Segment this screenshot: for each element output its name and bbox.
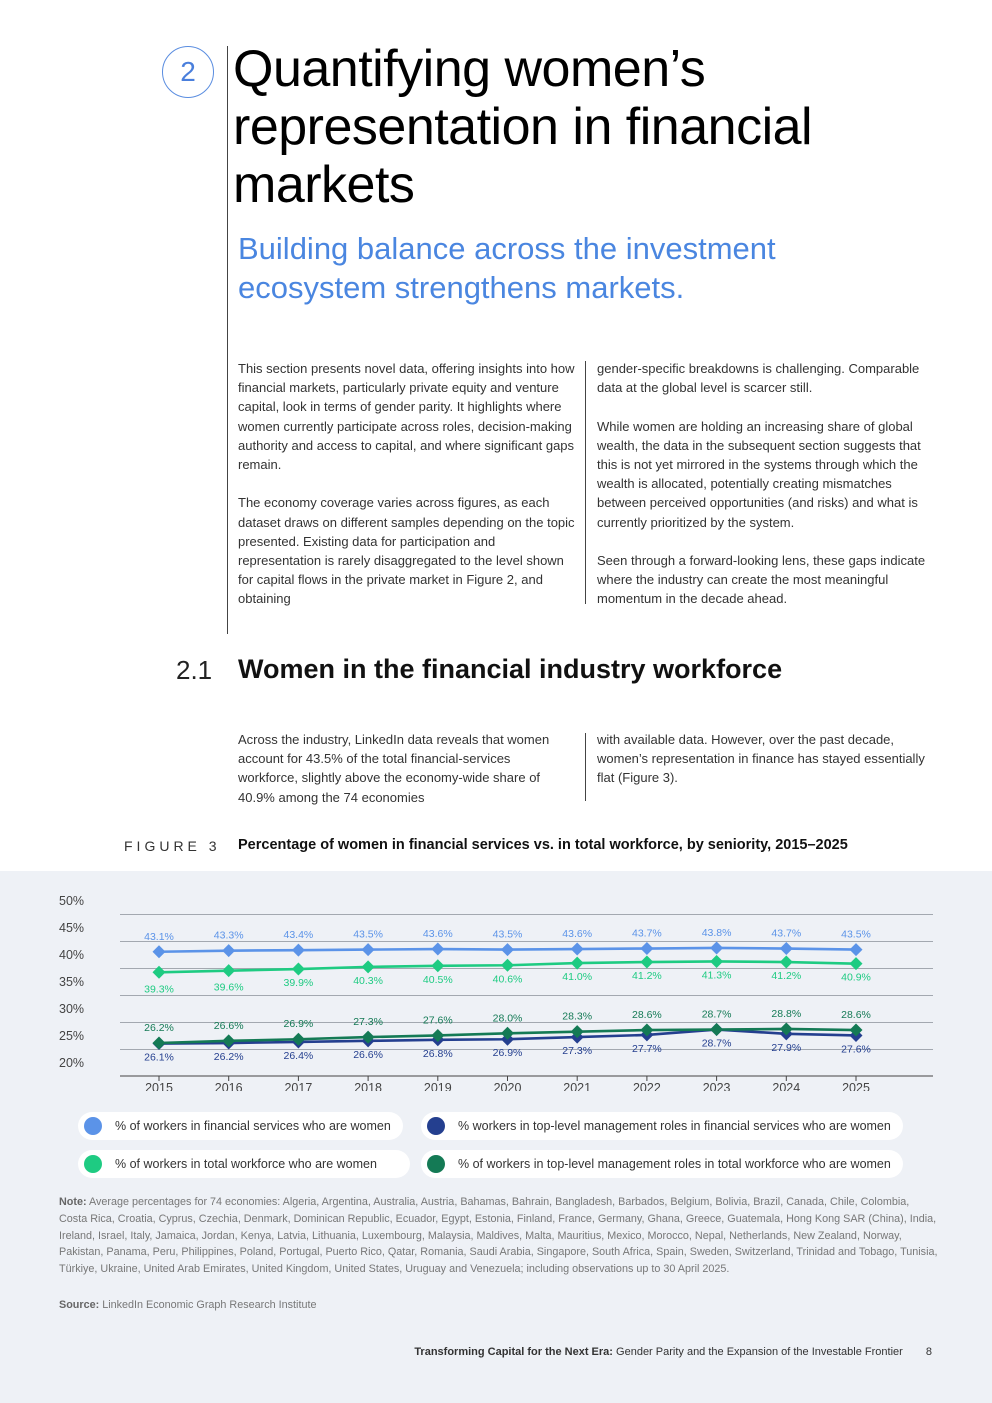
data-point: [571, 957, 584, 970]
x-tick-label: 2023: [702, 1081, 731, 1091]
data-point: [850, 943, 863, 956]
intro-column-2: [597, 359, 932, 609]
subsection-column-1: [238, 730, 568, 807]
x-tick-label: 2015: [145, 1081, 173, 1091]
x-tick-label: 2016: [214, 1081, 243, 1091]
x-tick-label: 2024: [772, 1081, 801, 1091]
data-label: 26.9%: [283, 1018, 314, 1031]
legend-item: [421, 1112, 903, 1140]
data-point: [153, 1037, 166, 1050]
data-point: [501, 943, 514, 956]
subsection-paragraph: with available data. However, over the past decade, women’s representation in finance has stayed essentially flat (Figure 3).: [597, 732, 925, 786]
x-tick-label: 2017: [284, 1081, 313, 1091]
data-label: 27.9%: [771, 1041, 802, 1054]
data-label: 41.3%: [701, 969, 732, 982]
subsection-paragraph: Across the industry, LinkedIn data reveals that women account for 43.5% of the total financial-services workforce, slightly above the economy-wide share of 40.9% among the 74 economies: [238, 732, 550, 805]
legend-item: [78, 1112, 403, 1140]
y-tick-label: 40%: [59, 948, 85, 962]
data-point: [222, 1034, 235, 1047]
data-label: 27.6%: [841, 1043, 871, 1056]
data-label: 40.6%: [492, 973, 523, 986]
data-label: 41.2%: [632, 970, 662, 983]
data-label: 40.3%: [353, 974, 383, 987]
page-number: 8: [925, 1346, 932, 1358]
data-point: [710, 1023, 723, 1036]
legend-label: % of workers in total workforce who are women: [115, 1157, 377, 1171]
x-tick-label: 2025: [842, 1081, 870, 1091]
legend-item: [421, 1150, 903, 1178]
data-label: 26.6%: [353, 1048, 383, 1061]
data-label: 43.5%: [492, 928, 523, 941]
note-label: Note:: [59, 1196, 87, 1208]
data-label: 28.7%: [701, 1037, 732, 1050]
data-point: [640, 956, 653, 969]
intro-paragraph: This section presents novel data, offering insights into how financial markets, particularly private equity and venture capital, look in terms of gender parity. It highlights where women currently participate across roles, decision-making authority and access to capital, and where significant gaps remain.: [238, 361, 575, 473]
figure-note: [59, 1194, 939, 1278]
y-tick-label: 50%: [59, 894, 85, 908]
data-label: 27.3%: [353, 1016, 383, 1029]
intro-paragraph: Seen through a forward-looking lens, these gaps indicate where the industry can create the most meaningful momentum in the decade ahead.: [597, 553, 926, 607]
subsection-title: Women in the financial industry workforce: [238, 654, 783, 684]
data-label: 40.9%: [841, 971, 871, 984]
data-point: [780, 956, 793, 969]
legend-label: % workers in top-level management roles in financial services who are women: [458, 1119, 891, 1133]
data-label: 43.3%: [213, 929, 244, 942]
data-point: [362, 960, 375, 973]
figure-label: FIGURE 3: [124, 838, 221, 854]
data-label: 26.6%: [213, 1019, 244, 1032]
y-tick-label: 35%: [59, 975, 85, 989]
source-label: Source:: [59, 1299, 100, 1311]
data-label: 40.5%: [422, 973, 453, 986]
data-label: 43.6%: [562, 928, 593, 941]
data-label: 28.8%: [771, 1007, 802, 1020]
data-point: [153, 945, 166, 958]
data-label: 27.3%: [562, 1045, 593, 1058]
y-tick-label: 45%: [59, 921, 85, 935]
intro-column-1: [238, 359, 578, 609]
section-number-badge: 2: [162, 46, 214, 98]
x-tick-label: 2020: [493, 1081, 522, 1091]
legend-swatch: [427, 1117, 445, 1135]
footer-report-subtitle: Gender Parity and the Expansion of the Investable Frontier: [616, 1346, 903, 1358]
data-label: 43.5%: [353, 928, 383, 941]
data-point: [710, 955, 723, 968]
data-label: 43.4%: [283, 929, 314, 942]
section-subtitle: Building balance across the investment ecosystem strengthens markets.: [238, 231, 776, 305]
section-vertical-rule: [227, 46, 228, 634]
data-point: [431, 959, 444, 972]
data-label: 39.3%: [144, 983, 174, 996]
data-label: 28.0%: [492, 1012, 523, 1025]
section-title: Quantifying women’s representation in financial markets: [233, 40, 813, 214]
data-point: [640, 942, 653, 955]
source-text: LinkedIn Economic Graph Research Institute: [102, 1299, 317, 1311]
subsection-column-2: [597, 730, 937, 788]
column-divider: [585, 733, 586, 801]
data-label: 43.6%: [422, 928, 453, 941]
data-label: 43.5%: [841, 928, 871, 941]
data-label: 28.6%: [841, 1009, 871, 1022]
data-label: 41.2%: [771, 970, 802, 983]
data-label: 26.4%: [283, 1049, 314, 1062]
legend-swatch: [84, 1117, 102, 1135]
intro-paragraph: The economy coverage varies across figures, as each dataset draws on different samples depending on the topic presented. Existing data for participation and representation is rarely disaggregated to the level shown for capital flows in the private market in Figure 2, and obtaining: [238, 495, 575, 607]
x-tick-label: 2021: [563, 1081, 592, 1091]
page-footer: [414, 1346, 932, 1358]
data-point: [153, 966, 166, 979]
subsection-number: 2.1: [176, 655, 213, 685]
legend-label: % of workers in financial services who are women: [115, 1119, 391, 1133]
data-point: [431, 943, 444, 956]
legend-swatch: [84, 1155, 102, 1173]
data-label: 39.6%: [213, 981, 244, 994]
data-label: 43.7%: [632, 927, 662, 940]
line-chart: [0, 871, 992, 1091]
figure-source: [59, 1299, 316, 1311]
data-point: [222, 944, 235, 957]
data-label: 43.8%: [701, 926, 732, 939]
note-text: Average percentages for 74 economies: Algeria, Argentina, Australia, Austria, Bahamas, Bahrain, Bangladesh, Barbados, Belgium, Bolivia, Brazil, Canada, Chile, Colombia, Costa Rica, Croatia, Cyprus, Czechia, Denmark, Dominican Republic, Ecuador, Egypt, Estonia, Finland, France, Germany, Ghana, Greece, Guatemala, Hong Kong SAR (China), India, Ireland, Israel, Italy, Jamaica, Jordan, Kenya, Latvia, Lithuania, Luxembourg, Malaysia, Maldives, Malta, Mauritius, Mexico, Morocco, Nepal, Netherlands, New Zealand, Norway, Pakistan, Panama, Peru, Philippines, Poland, Portugal, Puerto Rico, Qatar, Romania, Saudi Arabia, Singapore, South Africa, Spain, Sweden, Switzerland, Trinidad and Tobago, Tunisia, Türkiye, Ukraine, United Arab Emirates, United Kingdom, United States, Uruguay and Venezuela; including observations up to 30 April 2025.: [59, 1196, 938, 1276]
data-point: [710, 941, 723, 954]
data-label: 39.9%: [283, 977, 314, 990]
data-point: [292, 963, 305, 976]
data-label: 28.3%: [562, 1010, 593, 1023]
data-point: [222, 964, 235, 977]
figure-title: Percentage of women in financial services vs. in total workforce, by seniority, 2015–2025: [238, 837, 848, 853]
data-label: 43.1%: [144, 930, 174, 943]
y-tick-label: 30%: [59, 1002, 85, 1016]
legend-swatch: [427, 1155, 445, 1173]
data-label: 26.8%: [422, 1047, 453, 1060]
data-label: 27.6%: [422, 1014, 453, 1027]
data-point: [362, 943, 375, 956]
legend-item: [78, 1150, 410, 1178]
x-tick-label: 2018: [354, 1081, 383, 1091]
y-tick-label: 20%: [59, 1056, 85, 1070]
data-label: 26.2%: [144, 1022, 174, 1035]
x-tick-label: 2019: [423, 1081, 452, 1091]
data-label: 43.7%: [771, 927, 802, 940]
legend-label: % of workers in top-level management roles in total workforce who are women: [458, 1157, 891, 1171]
y-tick-label: 25%: [59, 1029, 85, 1043]
data-label: 28.7%: [701, 1008, 732, 1021]
data-point: [501, 959, 514, 972]
data-label: 26.9%: [492, 1047, 523, 1060]
column-divider: [585, 361, 586, 604]
data-label: 26.2%: [213, 1051, 244, 1064]
footer-report-title: Transforming Capital for the Next Era:: [414, 1346, 613, 1358]
data-label: 41.0%: [562, 971, 593, 984]
data-point: [780, 942, 793, 955]
data-label: 28.6%: [632, 1009, 662, 1022]
data-point: [292, 944, 305, 957]
data-label: 26.1%: [144, 1051, 174, 1064]
data-point: [571, 943, 584, 956]
intro-paragraph: gender-specific breakdowns is challenging. Comparable data at the global level is scarcer still.: [597, 361, 920, 396]
x-tick-label: 2022: [632, 1081, 661, 1091]
intro-paragraph: While women are holding an increasing share of global wealth, the data in the subsequent section suggests that this is not yet mirrored in the systems through which the wealth is allocated, potentially creating mismatches between perceived opportunities (and risks) and what is currently prioritized by the system.: [597, 418, 921, 530]
data-label: 27.7%: [632, 1042, 662, 1055]
